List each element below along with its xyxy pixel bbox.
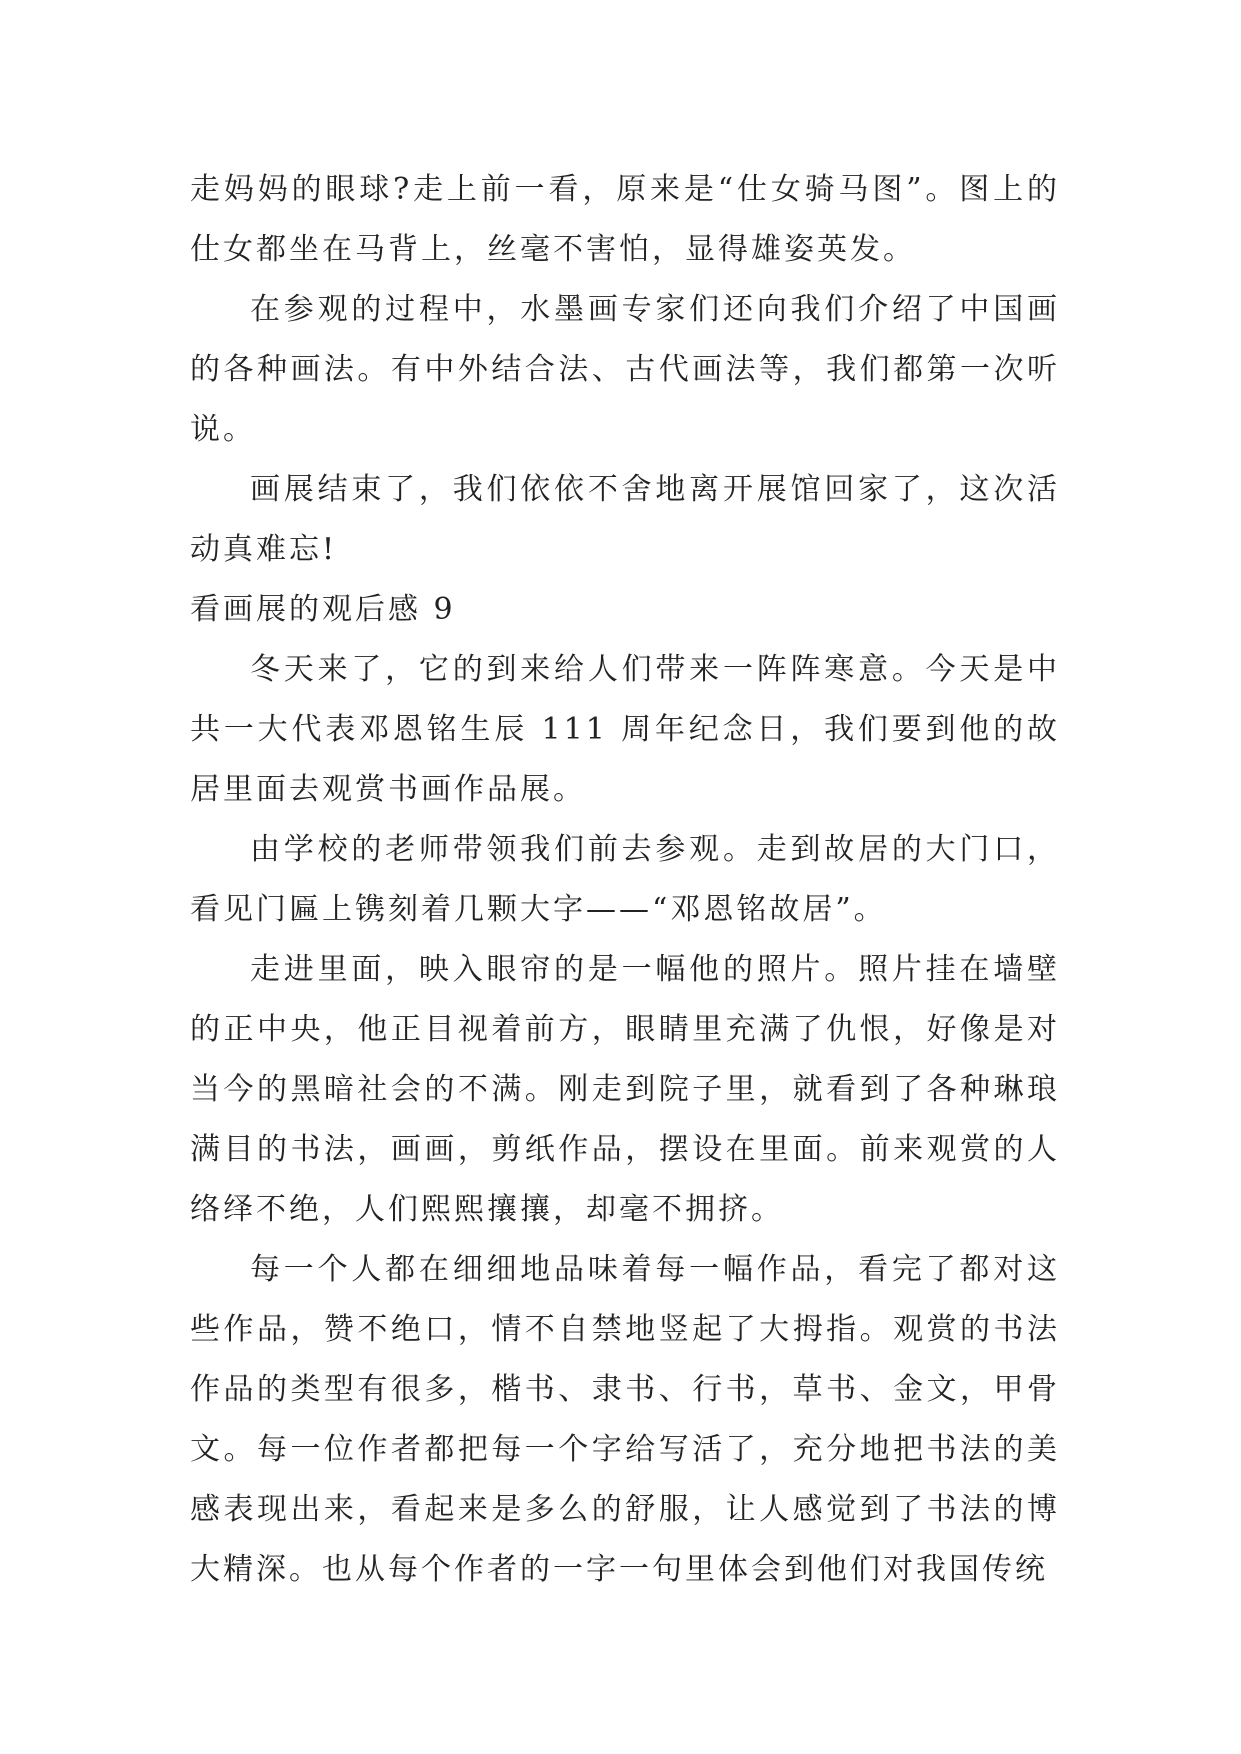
paragraph: 画展结束了，我们依依不舍地离开展馆回家了，这次活动真难忘!: [190, 472, 1060, 567]
paragraph: 在参观的过程中，水墨画专家们还向我们介绍了中国画的各种画法。有中外结合法、古代画法等，我们都第一次听说。: [190, 292, 1060, 447]
document-body: [190, 160, 1060, 1600]
paragraph: 由学校的老师带领我们前去参观。走到故居的大门口，看见门匾上镌刻着几颗大字——“邓恩铭故居”。: [190, 832, 1060, 927]
section-heading: 看画展的观后感 9: [190, 592, 456, 627]
paragraph: 冬天来了，它的到来给人们带来一阵阵寒意。今天是中共一大代表邓恩铭生辰 111 周年纪念日，我们要到他的故居里面去观赏书画作品展。: [190, 652, 1060, 807]
paragraph: 每一个人都在细细地品味着每一幅作品，看完了都对这些作品，赞不绝口，情不自禁地竖起了大拇指。观赏的书法作品的类型有很多，楷书、隶书、行书，草书、金文，甲骨文。每一位作者都把每一个字给写活了，充分地把书法的美感表现出来，看起来是多么的舒服，让人感觉到了书法的博大精深。也从每个作者的一字一句里体会到他们对我国传统: [190, 1252, 1060, 1587]
paragraph: 走进里面，映入眼帘的是一幅他的照片。照片挂在墙壁的正中央，他正目视着前方，眼睛里充满了仇恨，好像是对当今的黑暗社会的不满。刚走到院子里，就看到了各种琳琅满目的书法，画画，剪纸作品，摆设在里面。前来观赏的人络绎不绝，人们熙熙攘攘，却毫不拥挤。: [190, 952, 1060, 1227]
paragraph-continuation: 走妈妈的眼球?走上前一看，原来是“仕女骑马图”。图上的仕女都坐在马背上，丝毫不害怕，显得雄姿英发。: [190, 172, 1060, 267]
